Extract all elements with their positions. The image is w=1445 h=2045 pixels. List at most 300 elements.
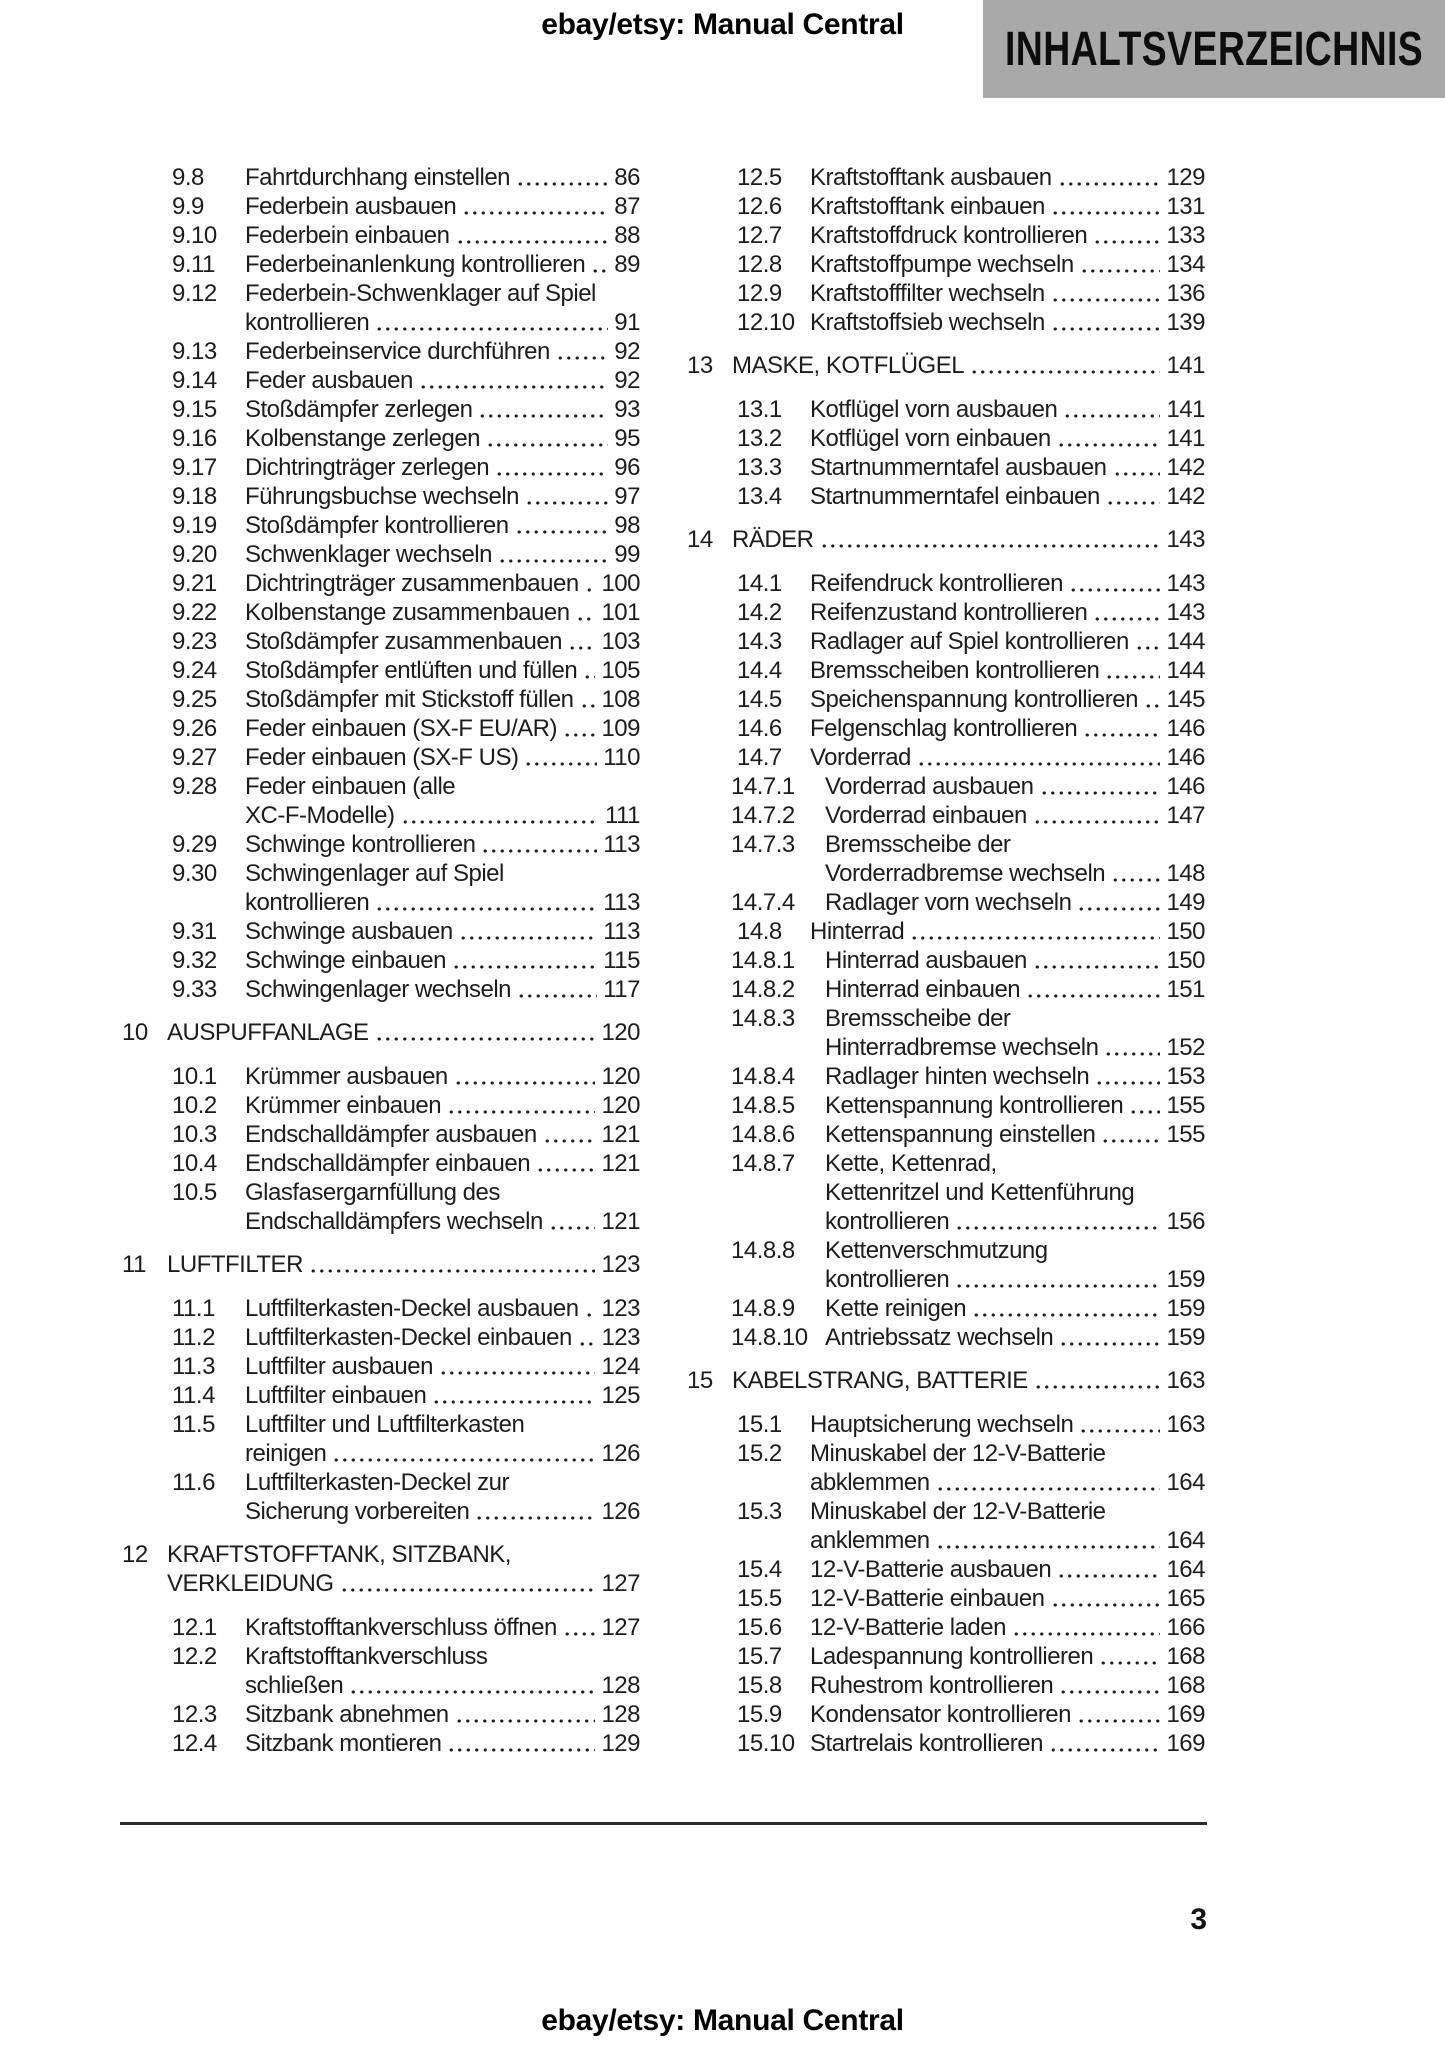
toc-entry-body (810, 453, 1205, 482)
dot-leader (349, 1687, 595, 1696)
toc-entry (687, 1497, 1205, 1555)
toc-entry-number: 9.12 (172, 280, 217, 307)
toc-entry-number: 15.8 (737, 1672, 782, 1699)
toc-column-right (687, 163, 1205, 1758)
toc-entry-title-line: Sicherung vorbereiten (245, 1498, 470, 1525)
toc-entry (122, 772, 640, 830)
toc-entry-number: 11.4 (172, 1382, 215, 1409)
toc-entry-page: 120 (601, 1092, 640, 1119)
toc-entry-number: 9.24 (172, 657, 217, 684)
toc-entry-title-line: Radlager hinten wechseln (825, 1063, 1090, 1090)
toc-entry-body (245, 917, 640, 946)
toc-entry (687, 279, 1205, 308)
toc-entry-title-line: reinigen (245, 1440, 327, 1467)
toc-entry (122, 685, 640, 714)
toc-entry-title-line: Minuskabel der 12-V-Batterie (810, 1440, 1106, 1467)
toc-entry-title-line: Krümmer ausbauen (245, 1063, 448, 1090)
toc-entry (687, 1584, 1205, 1613)
toc-entry-page: 143 (1166, 570, 1205, 597)
toc-entry-number: 13.4 (737, 483, 782, 510)
dot-leader (517, 991, 597, 1000)
dot-leader (1101, 1136, 1160, 1145)
toc-entry-title-line: KABELSTRANG, BATTERIE (732, 1367, 1028, 1394)
toc-entry-number: 14.1 (737, 570, 782, 597)
toc-entry-body (245, 424, 640, 453)
toc-entry-page: 95 (614, 425, 640, 452)
toc-entry-body (245, 1613, 640, 1642)
toc-entry-body (245, 482, 640, 511)
toc-entry-page: 144 (1166, 628, 1205, 655)
toc-entry-number: 9.33 (172, 976, 217, 1003)
toc-entry-page: 166 (1166, 1614, 1205, 1641)
toc-entry-number: 9.26 (172, 715, 217, 742)
toc-entry (122, 946, 640, 975)
toc-entry-title-line: VERKLEIDUNG (167, 1570, 334, 1597)
toc-entry-number: 14.4 (737, 657, 782, 684)
toc-entry-title-line: Krümmer einbauen (245, 1092, 442, 1119)
toc-entry-body (245, 656, 640, 685)
toc-entry-number: 9.18 (172, 483, 217, 510)
toc-entry-body (245, 250, 640, 279)
toc-entry-title-line: Bremsscheibe der (825, 831, 1011, 858)
toc-entry-number: 15.2 (737, 1440, 782, 1467)
toc-entry (122, 540, 640, 569)
toc-entry-page: 163 (1166, 1367, 1205, 1394)
toc-entry-number: 14.7.4 (731, 889, 795, 916)
toc-entry-title-line: Vorderrad ausbauen (825, 773, 1034, 800)
toc-entry-page: 123 (601, 1324, 640, 1351)
toc-entry (687, 1613, 1205, 1642)
toc-entry-number: 14.8.3 (731, 1005, 795, 1032)
dot-leader (1095, 1078, 1160, 1087)
toc-entry-number: 13.2 (737, 425, 782, 452)
toc-entry-title-line: 12-V-Batterie laden (810, 1614, 1006, 1641)
toc-entry-number: 14.3 (737, 628, 782, 655)
toc-entry-body (167, 1250, 640, 1279)
toc-entry-page: 164 (1166, 1527, 1205, 1554)
toc-entry-body (245, 1700, 640, 1729)
toc-entry-number: 14.5 (737, 686, 782, 713)
dot-leader (585, 1310, 596, 1319)
toc-entry (122, 279, 640, 337)
dot-leader (543, 1136, 596, 1145)
toc-entry-title-line: Luftfilterkasten-Deckel zur (245, 1469, 509, 1496)
toc-entry-title-line: Radlager auf Spiel kontrollieren (810, 628, 1129, 655)
dot-leader (1051, 1600, 1161, 1609)
toc-entry-title-line: Stoßdämpfer zusammenbauen (245, 628, 563, 655)
toc-entry-page: 155 (1166, 1121, 1205, 1148)
toc-entry-page: 96 (614, 454, 640, 481)
toc-entry-number: 9.28 (172, 773, 217, 800)
toc-entry-title-line: Hauptsicherung wechseln (810, 1411, 1074, 1438)
toc-entry-number: 14.8 (737, 918, 782, 945)
toc-entry-title-line: Hinterrad einbauen (825, 976, 1021, 1003)
toc-entry-body (810, 482, 1205, 511)
toc-entry-title-line: Kolbenstange zusammenbauen (245, 599, 570, 626)
toc-entry-number: 14.7.1 (731, 773, 795, 800)
dot-leader (478, 411, 608, 420)
toc-entry-title-line: Kraftstoffsieb wechseln (810, 309, 1045, 336)
toc-entry-page: 88 (614, 222, 640, 249)
toc-entry-body (245, 743, 640, 772)
toc-entry-number: 15.10 (737, 1730, 795, 1757)
toc-entry-title-line: Vorderrad einbauen (825, 802, 1027, 829)
toc-entry (122, 598, 640, 627)
toc-entry-page: 149 (1166, 889, 1205, 916)
toc-entry-body (245, 1120, 640, 1149)
toc-entry-body (245, 1642, 640, 1700)
toc-entry-title-line: abklemmen (810, 1469, 930, 1496)
toc-entry-body (245, 598, 640, 627)
toc-entry-number: 14.8.6 (731, 1121, 795, 1148)
toc-entry (687, 656, 1205, 685)
toc-entry-body (245, 1468, 640, 1526)
toc-entry-body (245, 337, 640, 366)
toc-entry-number: 12.7 (737, 222, 782, 249)
toc-entry-title-line: schließen (245, 1672, 344, 1699)
toc-entry-title-line: KRAFTSTOFFTANK, SITZBANK, (167, 1541, 511, 1568)
toc-entry (122, 366, 640, 395)
toc-entry-page: 141 (1166, 425, 1205, 452)
toc-entry-number: 10.4 (172, 1150, 217, 1177)
dot-leader (1104, 1049, 1160, 1058)
dot-leader (568, 643, 595, 652)
toc-entry-body (810, 714, 1205, 743)
toc-entry-title-line: Hinterradbremse wechseln (825, 1034, 1099, 1061)
toc-entry-title-line: Reifendruck kontrollieren (810, 570, 1063, 597)
toc-entry-page: 89 (614, 251, 640, 278)
dot-leader (563, 730, 595, 739)
toc-entry-number: 9.11 (172, 251, 215, 278)
toc-entry-body (245, 1149, 640, 1178)
toc-entry-number: 9.15 (172, 396, 217, 423)
toc-entry-title-line: 12-V-Batterie einbauen (810, 1585, 1045, 1612)
toc-entry-page: 146 (1166, 773, 1205, 800)
toc-entry-number: 15.9 (737, 1701, 782, 1728)
toc-entry-title-line: Federbeinservice durchführen (245, 338, 550, 365)
toc-entry-body (825, 1236, 1205, 1294)
toc-entry-title-line: Radlager vorn wechseln (825, 889, 1072, 916)
toc-entry-body (245, 859, 640, 917)
toc-entry-body (810, 1555, 1205, 1584)
toc-entry-body (810, 598, 1205, 627)
toc-entry-number: 12.10 (737, 309, 795, 336)
page-number: 3 (1190, 1903, 1207, 1936)
toc-entry-title-line: Dichtringträger zusammenbauen (245, 570, 579, 597)
toc-entry-number: 12.4 (172, 1730, 217, 1757)
toc-entry-body (825, 772, 1205, 801)
toc-entry-body (245, 1729, 640, 1758)
toc-entry-number: 14.8.9 (731, 1295, 795, 1322)
dot-leader (585, 585, 596, 594)
toc-entry (122, 917, 640, 946)
toc-entry-page: 153 (1166, 1063, 1205, 1090)
toc-entry-title-line: Kotflügel vorn ausbauen (810, 396, 1058, 423)
toc-entry-number: 9.13 (172, 338, 217, 365)
toc-entry-page: 147 (1166, 802, 1205, 829)
toc-entry-number: 13.1 (737, 396, 782, 423)
footer-brand-text: ebay/etsy: Manual Central (541, 2004, 904, 2037)
toc-entry-number: 14.6 (737, 715, 782, 742)
toc-entry-title-line: Feder einbauen (SX-F US) (245, 744, 519, 771)
toc-entry-title-line: Kraftstoffpumpe wechseln (810, 251, 1074, 278)
dot-leader (1111, 875, 1160, 884)
dot-leader (309, 1266, 596, 1275)
dot-leader (1129, 1107, 1160, 1116)
toc-entry-page: 146 (1166, 715, 1205, 742)
toc-entry-title-line: MASKE, KOTFLÜGEL (732, 352, 965, 379)
dot-leader (459, 933, 598, 942)
toc-entry-title-line: Vorderrad (810, 744, 911, 771)
toc-entry (687, 569, 1205, 598)
toc-entry-number: 12.1 (172, 1614, 217, 1641)
toc-entry-number: 9.16 (172, 425, 217, 452)
dot-leader (955, 1223, 1160, 1232)
toc-entry-body (167, 1018, 640, 1047)
toc-entry-body (245, 221, 640, 250)
toc-entry-page: 128 (601, 1672, 640, 1699)
toc-entry (122, 337, 640, 366)
toc-entry-number: 15.6 (737, 1614, 782, 1641)
toc-entry-page: 92 (614, 338, 640, 365)
dot-leader (454, 1078, 596, 1087)
toc-entry-page: 164 (1166, 1556, 1205, 1583)
toc-entry-number: 12.8 (737, 251, 782, 278)
toc-entry (122, 250, 640, 279)
toc-entry-number: 12 (122, 1541, 148, 1568)
toc-entry-body (245, 830, 640, 859)
toc-entry-body (167, 1540, 640, 1598)
toc-entry-page: 151 (1166, 976, 1205, 1003)
toc-entry-body (810, 308, 1205, 337)
toc-entry-title-line: Schwenklager wechseln (245, 541, 492, 568)
footer-rule (120, 1822, 1207, 1825)
toc-entry-title-line: Endschalldämpfers wechseln (245, 1208, 543, 1235)
toc-entry-number: 12.6 (737, 193, 782, 220)
toc-entry-number: 9.22 (172, 599, 217, 626)
toc-entry (687, 888, 1205, 917)
dot-leader (401, 817, 599, 826)
toc-entry-number: 9.17 (172, 454, 217, 481)
toc-entry (122, 569, 640, 598)
toc-entry-body (245, 1091, 640, 1120)
toc-entry-page: 143 (1166, 526, 1205, 553)
toc-entry-page: 121 (601, 1150, 640, 1177)
toc-entry-body (732, 525, 1205, 554)
dot-leader (1144, 701, 1161, 710)
toc-entry-page: 155 (1166, 1092, 1205, 1119)
toc-entry (687, 1410, 1205, 1439)
toc-entry-title-line: Endschalldämpfer einbauen (245, 1150, 531, 1177)
toc-entry-title-line: Stoßdämpfer kontrollieren (245, 512, 509, 539)
dot-leader (447, 1745, 595, 1754)
dot-leader (917, 759, 1161, 768)
toc-entry-title-line: Kraftstofffilter wechseln (810, 280, 1045, 307)
toc-entry-number: 14.8.1 (731, 947, 795, 974)
toc-entry (122, 1294, 640, 1323)
toc-entry-title-line: Luftfilter ausbauen (245, 1353, 433, 1380)
toc-entry-page: 127 (601, 1570, 640, 1597)
toc-entry (122, 1149, 640, 1178)
dot-leader (1058, 179, 1161, 188)
toc-entry-number: 9.30 (172, 860, 217, 887)
toc-entry-page: 165 (1166, 1585, 1205, 1612)
toc-entry-body (245, 627, 640, 656)
toc-entry-page: 143 (1166, 599, 1205, 626)
toc-entry-number: 14.8.10 (731, 1324, 808, 1351)
toc-entry (122, 1381, 640, 1410)
toc-entry-title-line: Feder einbauen (alle (245, 773, 456, 800)
toc-entry-page: 134 (1166, 251, 1205, 278)
toc-entry-number: 15.1 (737, 1411, 782, 1438)
toc-entry (122, 1120, 640, 1149)
dot-leader (375, 904, 597, 913)
toc-entry-body (245, 540, 640, 569)
toc-entry-body (245, 1294, 640, 1323)
toc-entry (687, 1062, 1205, 1091)
toc-entry-page: 92 (614, 367, 640, 394)
toc-entry (687, 1236, 1205, 1294)
toc-entry-page: 169 (1166, 1701, 1205, 1728)
toc-entry-number: 10 (122, 1019, 148, 1046)
dot-leader (576, 614, 596, 623)
toc-entry (687, 743, 1205, 772)
toc-entry (687, 714, 1205, 743)
toc-entry-title-line: Schwinge kontrollieren (245, 831, 476, 858)
dot-leader (1080, 266, 1161, 275)
dot-leader (1106, 498, 1161, 507)
dot-leader (455, 1716, 596, 1725)
dot-leader (516, 179, 608, 188)
toc-entry-page: 126 (601, 1440, 640, 1467)
toc-entry-page: 136 (1166, 280, 1205, 307)
toc-entry-title-line: Luftfilterkasten-Deckel einbauen (245, 1324, 572, 1351)
toc-entry-title-line: Antriebssatz wechseln (825, 1324, 1054, 1351)
dot-leader (1040, 788, 1161, 797)
toc-entry (122, 1062, 640, 1091)
toc-entry-page: 129 (601, 1730, 640, 1757)
dot-leader (1059, 1339, 1160, 1348)
toc-entry-body (732, 351, 1205, 380)
toc-entry-page: 91 (614, 309, 640, 336)
toc-entry-number: 13.3 (737, 454, 782, 481)
toc-entry-page: 111 (605, 802, 640, 829)
toc-entry (122, 830, 640, 859)
toc-entry-page: 120 (601, 1019, 640, 1046)
toc-entry-number: 11.1 (172, 1295, 215, 1322)
dot-leader (1033, 817, 1161, 826)
toc-entry-body (245, 453, 640, 482)
dot-leader (1057, 1571, 1160, 1580)
toc-entry-number: 10.1 (172, 1063, 217, 1090)
toc-entry-page: 97 (614, 483, 640, 510)
dot-leader (936, 1484, 1161, 1493)
toc-entry-title-line: Speichenspannung kontrollieren (810, 686, 1138, 713)
toc-entry (687, 1091, 1205, 1120)
contents-title-banner (983, 0, 1445, 98)
toc-entry (687, 1120, 1205, 1149)
toc-entry-body (810, 1584, 1205, 1613)
toc-entry-title-line: Federbeinanlenkung kontrollieren (245, 251, 586, 278)
toc-entry-page: 131 (1166, 193, 1205, 220)
toc-entry (122, 1642, 640, 1700)
dot-leader (1113, 469, 1161, 478)
toc-entry-number: 12.9 (737, 280, 782, 307)
toc-entry (687, 1555, 1205, 1584)
toc-entry-title-line: Stoßdämpfer zerlegen (245, 396, 473, 423)
toc-entry-body (810, 1729, 1205, 1758)
toc-entry-body (825, 801, 1205, 830)
toc-entry-page: 145 (1166, 686, 1205, 713)
toc-entry-title-line: Federbein-Schwenklager auf Spiel (245, 280, 596, 307)
toc-entry-number: 15.7 (737, 1643, 782, 1670)
toc-entry-body (810, 685, 1205, 714)
toc-entry (122, 1468, 640, 1526)
toc-entry (122, 424, 640, 453)
toc-entry-body (825, 888, 1205, 917)
toc-entry-page: 117 (603, 976, 640, 1003)
dot-leader (1026, 991, 1160, 1000)
toc-entry-number: 11 (122, 1251, 146, 1278)
toc-entry (122, 1178, 640, 1236)
toc-entry (122, 859, 640, 917)
toc-entry-page: 113 (603, 889, 640, 916)
toc-entry-body (732, 1366, 1205, 1395)
toc-entry-page: 126 (601, 1498, 640, 1525)
toc-entry-page: 159 (1166, 1295, 1205, 1322)
toc-entry (122, 192, 640, 221)
toc-entry-body (245, 395, 640, 424)
dot-leader (1051, 324, 1161, 333)
toc-entry-title-line: RÄDER (732, 526, 814, 553)
toc-entry-body (810, 279, 1205, 308)
toc-entry-title-line: Federbein ausbauen (245, 193, 457, 220)
toc-entry-body (810, 395, 1205, 424)
toc-entry-body (245, 772, 640, 830)
toc-entry-page: 115 (603, 947, 640, 974)
toc-entry-title-line: Bremsscheibe der (825, 1005, 1011, 1032)
dot-leader (456, 237, 609, 246)
toc-entry-body (825, 975, 1205, 1004)
toc-entry-body (245, 366, 640, 395)
toc-entry-title-line: Kraftstofftankverschluss (245, 1643, 488, 1670)
toc-entry-number: 10.5 (172, 1179, 217, 1206)
toc-entry (687, 917, 1205, 946)
toc-entry-page: 113 (603, 831, 640, 858)
dot-leader (375, 324, 608, 333)
dot-leader (498, 556, 608, 565)
dot-leader (524, 759, 597, 768)
dot-leader (515, 527, 609, 536)
toc-entry-title-line: Reifenzustand kontrollieren (810, 599, 1088, 626)
toc-entry-number: 12.2 (172, 1643, 217, 1670)
toc-entry-number: 9.10 (172, 222, 217, 249)
toc-entry-title-line: Sitzbank abnehmen (245, 1701, 449, 1728)
toc-entry (687, 163, 1205, 192)
dot-leader (1093, 614, 1160, 623)
toc-entry-body (245, 569, 640, 598)
toc-entry-body (810, 250, 1205, 279)
toc-entry-title-line: Schwingenlager auf Spiel (245, 860, 504, 887)
toc-entry-body (245, 1410, 640, 1468)
toc-entry-title-line: Schwinge einbauen (245, 947, 446, 974)
toc-entry-body (810, 1439, 1205, 1497)
dot-leader (910, 933, 1160, 942)
toc-entry (687, 1323, 1205, 1352)
dot-leader (1069, 585, 1160, 594)
toc-entry-page: 98 (614, 512, 640, 539)
toc-entry-body (810, 1613, 1205, 1642)
